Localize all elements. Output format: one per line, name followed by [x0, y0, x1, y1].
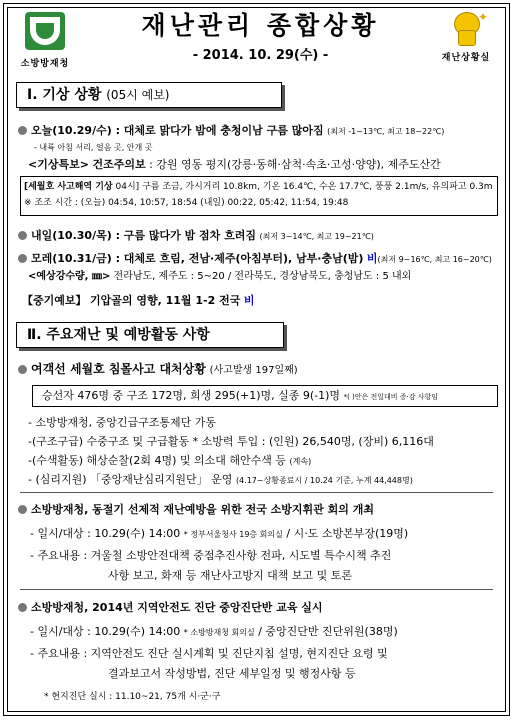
- section-weather-subtitle: (05시 예보): [106, 88, 170, 102]
- ferry-item-4: - (심리지원) 「중앙재난심리지원단」 운영 (4.17~상황종료시 / 10.24 기준, 누계 44,448명): [28, 473, 413, 486]
- document-page: [3, 3, 510, 716]
- meeting-content-2: 사항 보고, 화재 등 재난사고방지 대책 보고 및 토론: [108, 569, 352, 582]
- situation-room-logo: [435, 10, 497, 63]
- document-inner-border: [7, 7, 506, 712]
- bullet-icon: [18, 505, 27, 514]
- edu-content-1: - 주요내용 : 지역안전도 진단 실시계획 및 진단지침 설명, 현지진단 요령 및: [30, 647, 388, 660]
- today-note: - 내륙 아침 서리, 얼음 곳, 안개 곳: [34, 143, 153, 152]
- edu-title: 소방방재청, 2014년 지역안전도 진단 중앙진단반 교육 실시: [18, 600, 323, 615]
- today-forecast: 오늘(10.29/수) : 대체로 맑다가 밤에 충청이남 구름 많아짐 (최저 -1~13℃, 최고 18~22℃): [18, 123, 444, 139]
- tide-times: ※ 조조 시간 : (오늘) 04:54, 10:57, 18:54 (내일) 00:22, 05:42, 11:54, 19:48: [24, 198, 349, 208]
- ferry-stats: 승선자 476명 중 구조 172명, 희생 295(+1)명, 실종 9(-1)명 *( )안은 전일대비 증·감 사항임: [42, 389, 439, 402]
- rain-expectation: <예상강수량, ㎜> 전라남도, 제주도 : 5~20 / 전라북도, 경상남북도, 충청남도 : 5 내외: [28, 271, 412, 282]
- report-date: - 2014. 10. 29(수) -: [192, 48, 329, 63]
- situation-room-name: 재난상황실: [441, 53, 491, 63]
- edu-content-2: 결과보고서 작성방법, 진단 세부일정 및 행정사항 등: [108, 667, 356, 680]
- ferry-item-3: -(수색활동) 해상순찰(2회 4명) 및 의소대 해안수색 등 (계속): [28, 454, 312, 467]
- bullet-icon: [18, 254, 27, 263]
- edu-date: - 일시/대상 : 10.29(수) 14:00 * 소방방재청 회의실 / 중앙진단반 진단위원(38명): [30, 625, 398, 638]
- bullet-icon: [18, 603, 27, 612]
- edu-note: * 현지진단 실시 : 11.10~21, 75개 시·군·구: [44, 692, 221, 702]
- tomorrow-forecast: 내일(10.30/목) : 구름 많다가 밤 점차 흐려짐 (최저 3~14℃, 최고 19~21℃): [18, 228, 374, 244]
- divider: [20, 492, 493, 493]
- section-weather-title: Ⅰ. 기상 상황: [27, 87, 102, 103]
- ferry-title: 여객선 세월호 침몰사고 대처상황 (사고발생 197일째): [18, 362, 298, 378]
- title-block: [88, 10, 433, 63]
- shield-icon: [25, 12, 65, 50]
- bullet-icon: [18, 365, 27, 374]
- agency-logo: [16, 12, 74, 69]
- meeting-title: 소방방재청, 동절기 선제적 재난예방을 위한 전국 소방지휘관 회의 개최: [18, 502, 374, 517]
- meeting-content-1: - 주요내용 : 겨울철 소방안전대책 중점추진사항 전파, 시도별 특수시책 추진: [30, 549, 392, 562]
- divider: [20, 589, 493, 590]
- mascot-icon: ✦: [448, 10, 484, 46]
- mid-term-forecast: 【중기예보】 기압골의 영향, 11월 1-2 전국 비: [22, 294, 255, 307]
- section-disaster-title: Ⅱ. 주요재난 및 예방활동 사항: [27, 327, 210, 343]
- meeting-date: - 일시/대상 : 10.29(수) 14:00 * 정부서울청사 19층 회의실 / 시·도 소방본부장(19명): [30, 527, 409, 540]
- section-disaster-heading: [16, 322, 284, 348]
- section-weather-heading: [16, 82, 282, 108]
- sewol-weather: [세월호 사고해역 기상 04시] 구름 조금, 가시거리 10.8km, 기온 16.4℃, 수온 17.7℃, 풍풍 2.1m/s, 유의파고 0.3m: [24, 182, 493, 192]
- ferry-item-2: -(구조구급) 수중구조 및 구급활동 * 소방력 투입 : (인원) 26,540명, (장비) 6,116대: [28, 435, 434, 448]
- ferry-item-1: - 소방방재청, 중앙긴급구조통제단 가동: [28, 416, 216, 429]
- bullet-icon: [18, 126, 27, 135]
- agency-name: 소방방재청: [20, 59, 70, 69]
- header: [8, 8, 505, 72]
- page-title: 재난관리 종합상황: [141, 11, 380, 40]
- dayafter-forecast: 모레(10.31/금) : 대체로 흐림, 전남·제주(아침부터), 남부·충남(밤) 비(최저 9~16℃, 최고 16~20℃): [18, 251, 492, 267]
- bullet-icon: [18, 231, 27, 240]
- weather-warning: <기상특보> 건조주의보 : 강원 영동 평지(강릉·동해·삼척·속초·고성·양양), 제주도산간: [28, 158, 441, 171]
